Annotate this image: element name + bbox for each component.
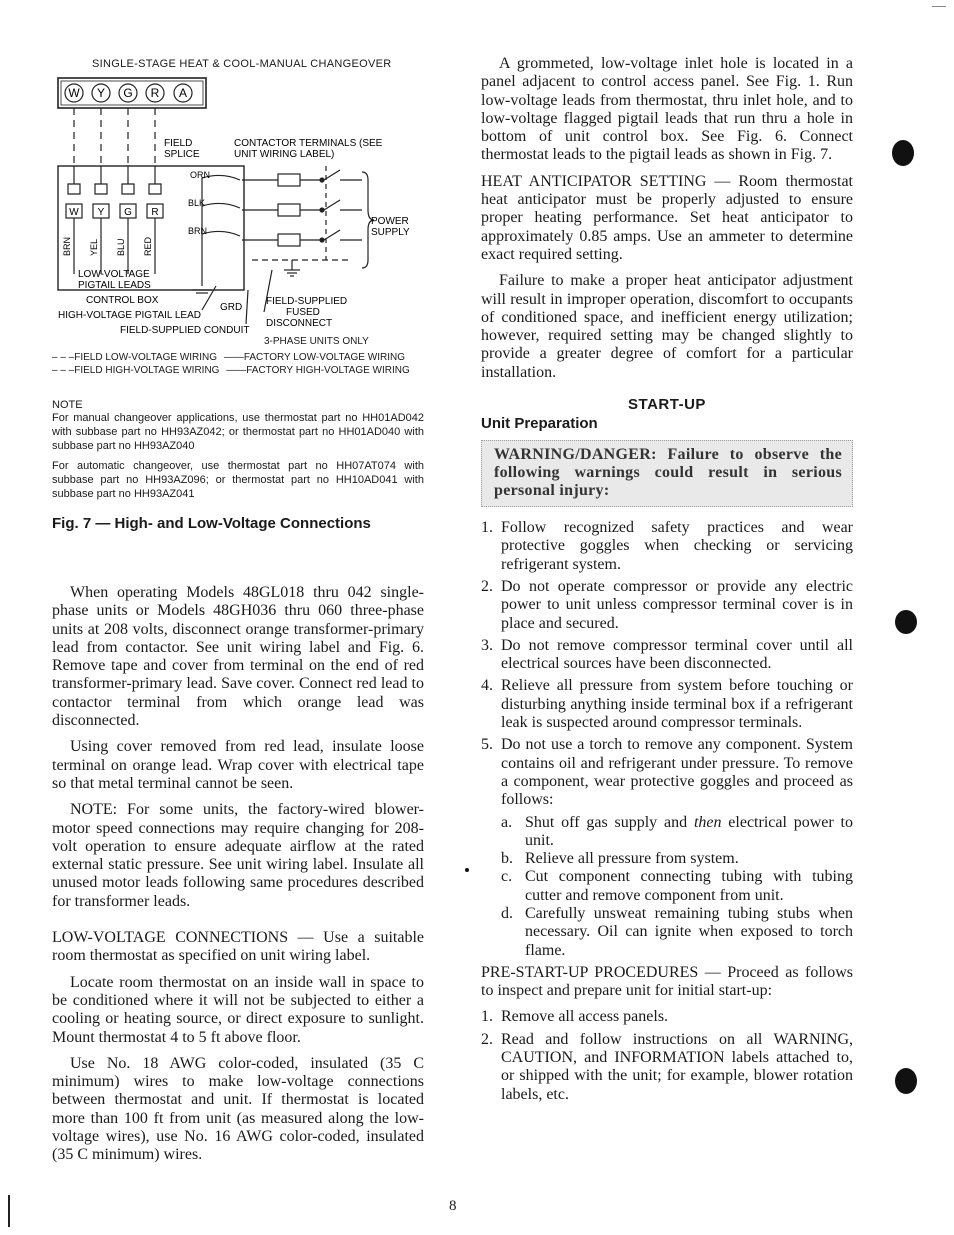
label-low-voltage-1: LOW-VOLTAGE [78,269,150,280]
legend-solid-2: —— [226,365,247,376]
label-field-supplied-2: FUSED [286,307,320,318]
label-power-2: SUPPLY [371,227,410,238]
left-column [52,58,424,1173]
label-field-supplied-1: FIELD-SUPPLIED [266,296,348,307]
list-item-text: Do not operate compressor or provide any electric power to unit unless compressor terminal cover is in place and secured. [501,577,853,632]
pre-start-up-list [481,1008,853,1103]
sub-item-text: Carefully unsweat remaining tubing stubs when necessary. Oil can ignite when exposed to torch flame. [525,904,853,959]
legend-row-2 [52,364,424,377]
legend-field-lv: FIELD LOW-VOLTAGE WIRING [74,352,218,363]
list-number: 2. [481,577,493,595]
pigtail-r: R [151,207,159,218]
paragraph-anticipator-failure: Failure to make a proper heat anticipator adjustment will result in improper operation, discomfort to occupants of conditioned space, and inefficient energy utilization; however, required setting may be changed slightly to provide a greater degree of comfort for a particular installation. [481,272,853,381]
note-heading: NOTE [52,399,83,411]
label-conduit: FIELD-SUPPLIED CONDUIT [120,325,250,334]
sub-list-letter: a. [501,813,513,831]
legend-solid-1: —— [223,352,244,363]
list-number: 4. [481,677,493,695]
sub-item-text: Relieve all pressure from system. [525,850,739,868]
pigtail-g: G [124,207,132,218]
list-item-text: Follow recognized safety practices and wear protective goggles when checking or servicing refrigerant system. [501,519,853,573]
pigtail-y: Y [97,207,105,218]
list-item-text: Do not remove compressor terminal cover until all electrical sources have been disconnected. [501,636,853,673]
sub-list-item [501,868,853,905]
label-orn: ORN [190,170,210,180]
margin-mark-1 [892,140,914,166]
note-manual-changeover: For manual changeover applications, use thermostat part no HH01AD042 with subbase part no HH93AZ042; or thermostat part no HH01AD040 with subbase part no HH93AZ040 [52,412,424,452]
list-item [481,736,853,960]
right-column [481,55,853,1108]
paragraph-208-volts: When operating Models 48GL018 thru 042 single-phase units or Models 48GH036 thru 060 three-phase units at 208 volts, disconnect orange transformer-primary lead from contactor. See unit wiring label and Fig. 6. Remove tape and cover from terminal on the end of red transformer-primary lead. Save cover. Connect red lead to contactor terminal from which orange lead was disconnected. [52,584,424,730]
label-blk: BLK [188,198,206,208]
legend-factory-lv: FACTORY LOW-VOLTAGE WIRING [243,352,405,363]
wire-color-yel: YEL [89,238,99,256]
paragraph-heat-anticipator: HEAT ANTICIPATOR SETTING — Room thermostat heat anticipator must be properly adjusted to ensure proper heating performance. Set heat anticipator to approximately 0.85 amps. Use an ammeter to determine exact required setting. [481,172,853,263]
subheading-unit-preparation: Unit Preparation [481,415,598,433]
label-three-phase: 3-PHASE UNITS ONLY [264,336,369,347]
wiring-legend [52,351,424,377]
sub-list-item [501,850,853,868]
sub-item-text-end: electrical power to unit. [525,813,854,849]
legend-factory-hv: FACTORY HIGH-VOLTAGE WIRING [246,365,410,376]
terminal-g: G [123,86,133,100]
sub-item-text: Cut component connecting tubing with tubing cutter and remove component from unit. [525,868,853,904]
torch-sub-list [501,814,853,960]
margin-bar [8,1195,10,1227]
corner-mark [932,6,946,7]
label-field-supplied-3: DISCONNECT [266,318,333,329]
list-item [481,1031,853,1104]
label-brn: BRN [188,226,208,236]
legend-dash-2: – – – [52,365,75,376]
list-number: 3. [481,636,493,654]
margin-mark-3 [895,1068,917,1094]
list-item-text: Do not use a torch to remove any component. System contains oil and refrigerant under pressure. To remove a component, wear protective goggles and proceed as follows: [501,736,853,809]
label-power-1: POWER [371,216,409,227]
list-number: 1. [481,519,493,537]
legend-row-1 [52,351,424,364]
label-control-box: CONTROL BOX [86,295,159,306]
warning-box: WARNING/DANGER: Failure to observe the following warnings could result in serious personal injury: [481,440,853,507]
label-field-splice-1: FIELD [164,138,193,149]
paragraph-insulate: Using cover removed from red lead, insulate loose terminal on orange lead. Wrap cover with electrical tape so that metal terminal cannot be seen. [52,738,424,792]
page-number: 8 [449,1198,457,1214]
pigtail-w: W [69,207,79,218]
safety-list [481,519,853,960]
sub-list-letter: b. [501,850,513,868]
list-item [481,637,853,674]
label-grd: GRD [220,302,243,313]
terminal-w: W [68,86,80,100]
sub-item-emphasis: then [693,813,722,831]
list-item-text: Remove all access panels. [501,1008,669,1026]
margin-mark-2 [895,610,917,634]
list-item [481,677,853,732]
legend-dash-1: – – – [52,352,75,363]
label-low-voltage-2: PIGTAIL LEADS [78,280,151,291]
figure-caption: Fig. 7 — High- and Low-Voltage Connections [52,515,371,532]
label-hv-pigtail: HIGH-VOLTAGE PIGTAIL LEAD [58,310,201,321]
figure-title: SINGLE-STAGE HEAT & COOL-MANUAL CHANGEOVER [92,58,392,70]
terminal-r: R [150,86,160,100]
label-contactor-2: UNIT WIRING LABEL) [234,149,335,160]
list-item [481,1008,853,1026]
list-number: 2. [481,1030,493,1048]
paragraph-note-blower: NOTE: For some units, the factory-wired blower-motor speed connections may require changing for 208-volt operation to ensure adequate airflow at the rated external static pressure. See unit wiring label. Insulate all unused motor leads following same procedures described for transformer leads. [52,801,424,910]
paragraph-wire-gauge: Use No. 18 AWG color-coded, insulated (35 C minimum) wires to make low-voltage connections between thermostat and unit. If thermostat is located more than 100 ft from unit (as measured along the low-voltage wires), use No. 16 AWG color-coded, insulated (35 C minimum) wires. [52,1054,424,1164]
paragraph-low-voltage-connections: LOW-VOLTAGE CONNECTIONS — Use a suitable room thermostat as specified on unit wiring label. [52,929,424,965]
sub-list-letter: d. [501,904,513,922]
wire-color-blu: BLU [116,238,126,256]
margin-mark-4 [465,868,469,872]
list-item [481,519,853,574]
wire-color-red: RED [143,236,153,256]
label-contactor-1: CONTACTOR TERMINALS (SEE [234,138,383,149]
legend-field-hv: FIELD HIGH-VOLTAGE WIRING [74,365,220,376]
section-heading-start-up: START-UP [628,396,706,414]
list-item-text: Relieve all pressure from system before touching or disturbing anything inside terminal box if a refrigerant leak is suspected around compressor terminals. [501,677,853,732]
paragraph-inlet-hole: A grommeted, low-voltage inlet hole is located in a panel adjacent to control access panel. See Fig. 1. Run low-voltage leads from thermostat, thru inlet hole, and to low-voltage flagged pigtail leads that run thru a hole in bottom of unit control box. See Fig. 6. Connect thermostat leads to the pigtail leads as shown in Fig. 7. [481,55,853,164]
list-number: 1. [481,1008,493,1026]
list-item [481,578,853,633]
sub-list-item [501,814,853,851]
label-field-splice-2: SPLICE [164,149,200,160]
terminal-y: Y [96,86,106,100]
paragraph-locate-thermostat: Locate room thermostat on an inside wall in space to be conditioned where it will not be subjected to either a cooling or heating source, or direct exposure to sunlight. Mount thermostat 4 to 5 ft above floor. [52,973,424,1046]
list-item-text: Read and follow instructions on all WARNING, CAUTION, and INFORMATION labels attached to, or shipped with the unit; for example, blower rotation labels, etc. [501,1030,853,1103]
sub-list-letter: c. [501,868,513,886]
sub-list-item [501,905,853,960]
wire-color-brn: BRN [62,236,72,256]
sub-item-text: Shut off gas supply and [525,813,694,831]
note-automatic-changeover: For automatic changeover, use thermostat part no HH07AT074 with subbase part no HH93AZ096; or thermostat part no HH10AD041 with subbase part no HH93AZ041 [52,460,424,500]
terminal-a: A [178,86,188,100]
wiring-diagram [52,74,424,334]
paragraph-pre-start-up: PRE-START-UP PROCEDURES — Proceed as follows to inspect and prepare unit for initial start-up: [481,963,853,1000]
list-number: 5. [481,736,493,754]
